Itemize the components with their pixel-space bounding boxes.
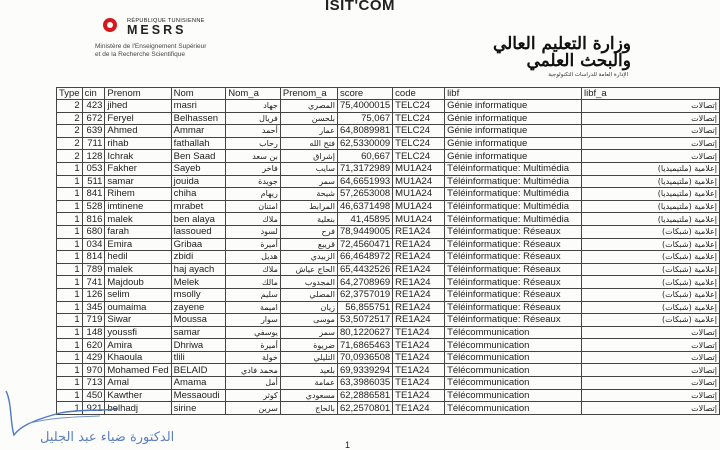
cell-libf-a: إتصالات [581, 100, 719, 113]
cell-nom-a: جويدة [226, 175, 281, 188]
cell-libf-a: إتصالات [581, 125, 719, 138]
cell-libf-a: إعلامية (ملتيميديا) [581, 188, 719, 201]
cell-libf-a: إتصالات [581, 402, 719, 415]
cell-score: 63,3986035 [337, 377, 392, 390]
cell-prenom-a: زيان [280, 301, 337, 314]
cell-cin: 148 [82, 326, 105, 339]
cell-score: 72,4560471 [337, 238, 392, 251]
cell-code: TELC24 [393, 112, 445, 125]
cell-prenom-a: الحاج عياش [280, 263, 337, 276]
table-row [57, 225, 720, 238]
cell-nom: lassoued [171, 225, 226, 238]
cell-libf-a: إعلامية (شبكات) [581, 238, 719, 251]
cell-nom: Ammar [171, 125, 226, 138]
cell-libf-a: إتصالات [581, 377, 719, 390]
cell-nom: Sayeb [171, 162, 226, 175]
cell-libf-a: إعلامية (ملتيميديا) [581, 200, 719, 213]
cell-libf-a: إتصالات [581, 150, 719, 163]
cell-prenom: Feryel [105, 112, 171, 125]
cell-libf-a: إتصالات [581, 364, 719, 377]
cell-nom-a: سليم [226, 288, 281, 301]
cell-libf-a: إتصالات [581, 389, 719, 402]
cell-libf: Télécommunication [445, 339, 582, 352]
tunisia-flag-icon [103, 18, 117, 32]
cell-prenom-a: فرح [280, 225, 337, 238]
table-row [57, 125, 720, 138]
cell-type: 1 [57, 188, 83, 201]
table-row [57, 175, 720, 188]
cell-score: 66,4648972 [337, 251, 392, 264]
cell-score: 75,067 [337, 112, 392, 125]
cell-score: 60,667 [337, 150, 392, 163]
cell-code: TELC24 [393, 137, 445, 150]
cell-score: 71,6865463 [337, 339, 392, 352]
cell-cin: 741 [82, 276, 105, 289]
cell-score: 65,4432526 [337, 263, 392, 276]
cell-nom: BELAID [171, 364, 226, 377]
cell-cin: 713 [82, 377, 105, 390]
table-row [57, 100, 720, 113]
cell-nom-a: أميرة [226, 339, 281, 352]
table-row [57, 238, 720, 251]
column-header: cin [82, 88, 105, 100]
cell-prenom: Majdoub [105, 276, 171, 289]
cell-nom-a: بن سعد [226, 150, 281, 163]
cell-libf: Téléinformatique: Multimédia [445, 213, 582, 226]
cell-prenom-a: قريبع [280, 238, 337, 251]
cell-score: 78,9449005 [337, 225, 392, 238]
cell-prenom-a: عمامة [280, 377, 337, 390]
cell-score: 64,8089981 [337, 125, 392, 138]
cell-prenom-a: مسعودي [280, 389, 337, 402]
cell-prenom: Amal [105, 377, 171, 390]
cell-prenom: farah [105, 225, 171, 238]
column-header: score [337, 88, 392, 100]
cell-prenom: youssfi [105, 326, 171, 339]
cell-prenom-a: بلعيد [280, 364, 337, 377]
cell-code: MU1A24 [393, 162, 445, 175]
cell-type: 1 [57, 339, 83, 352]
cell-score: 64,2708969 [337, 276, 392, 289]
cell-prenom-a: التليلي [280, 351, 337, 364]
cell-score: 56,855751 [337, 301, 392, 314]
cell-type: 1 [57, 213, 83, 226]
cell-libf: Téléinformatique: Réseaux [445, 288, 582, 301]
cell-prenom-a: المرابط [280, 200, 337, 213]
cell-code: RE1A24 [393, 288, 445, 301]
cell-nom: haj ayach [171, 263, 226, 276]
column-header: libf_a [581, 88, 719, 100]
cell-score: 53,5072517 [337, 314, 392, 327]
cell-libf-a: إتصالات [581, 326, 719, 339]
cell-score: 75,4000015 [337, 100, 392, 113]
cell-libf-a: إعلامية (ملتيميديا) [581, 213, 719, 226]
document-title: ISIT'COM [324, 0, 396, 14]
cell-prenom-a: الزبيدي [280, 251, 337, 264]
cell-nom-a: جهاد [226, 100, 281, 113]
cell-libf-a: إعلامية (شبكات) [581, 288, 719, 301]
cell-code: TELC24 [393, 150, 445, 163]
cell-type: 1 [57, 301, 83, 314]
cell-nom: Ben Saad [171, 150, 226, 163]
arabic-ministry-line-1: وزارة التعليم العالي [492, 34, 631, 54]
cell-nom-a: رحاب [226, 137, 281, 150]
cell-code: RE1A24 [393, 276, 445, 289]
cell-code: TE1A24 [393, 377, 445, 390]
cell-cin: 970 [82, 364, 105, 377]
cell-prenom: Kawther [105, 389, 171, 402]
cell-code: TE1A24 [393, 389, 445, 402]
republic-label: RÉPUBLIQUE TUNISIENNE [127, 18, 205, 24]
cell-type: 1 [57, 377, 83, 390]
cell-cin: 423 [82, 100, 105, 113]
cell-type: 2 [57, 150, 83, 163]
cell-code: MU1A24 [393, 213, 445, 226]
cell-prenom: Amira [105, 339, 171, 352]
cell-score: 46,6371498 [337, 200, 392, 213]
cell-nom-a: ريهام [226, 188, 281, 201]
cell-prenom-a: المجدوب [280, 276, 337, 289]
cell-cin: 789 [82, 263, 105, 276]
cell-prenom-a: بالحاج [280, 402, 337, 415]
cell-type: 1 [57, 251, 83, 264]
cell-nom-a: يوسفي [226, 326, 281, 339]
cell-type: 2 [57, 112, 83, 125]
cell-cin: 126 [82, 288, 105, 301]
column-header: Nom [171, 88, 226, 100]
cell-prenom-a: سمر [280, 175, 337, 188]
cell-nom-a: فريال [226, 112, 281, 125]
cell-score: 62,5330009 [337, 137, 392, 150]
cell-libf-a: إعلامية (شبكات) [581, 263, 719, 276]
cell-libf: Téléinformatique: Multimédia [445, 175, 582, 188]
cell-nom: Dhriwa [171, 339, 226, 352]
cell-libf: Télécommunication [445, 377, 582, 390]
ministry-name-line-1: Ministère de l'Enseignement Supérieur [95, 43, 207, 50]
table-row [57, 188, 720, 201]
cell-code: TELC24 [393, 125, 445, 138]
cell-cin: 053 [82, 162, 105, 175]
cell-cin: 719 [82, 314, 105, 327]
cell-score: 71,3172989 [337, 162, 392, 175]
cell-nom: Moussa [171, 314, 226, 327]
cell-nom: Gribaa [171, 238, 226, 251]
cell-prenom-a: بنعلية [280, 213, 337, 226]
cell-libf: Génie informatique [445, 137, 582, 150]
cell-nom-a: امتنان [226, 200, 281, 213]
cell-score: 69,9339294 [337, 364, 392, 377]
cell-libf-a: إعلامية (شبكات) [581, 225, 719, 238]
cell-prenom: Mohamed Fed [105, 364, 171, 377]
cell-type: 1 [57, 263, 83, 276]
cell-prenom-a: عمار [280, 125, 337, 138]
cell-code: TELC24 [393, 100, 445, 113]
cell-cin: 511 [82, 175, 105, 188]
cell-cin: 921 [82, 402, 105, 415]
table-row [57, 339, 720, 352]
cell-type: 1 [57, 162, 83, 175]
cell-nom-a: مالك [226, 276, 281, 289]
cell-score: 41,45895 [337, 213, 392, 226]
cell-nom-a: خولة [226, 351, 281, 364]
cell-libf: Génie informatique [445, 112, 582, 125]
cell-nom-a: ملاك [226, 213, 281, 226]
table-row [57, 150, 720, 163]
arabic-department-line: الإدارة العامة للدراسات التكنولوجية [548, 72, 628, 78]
table-row [57, 301, 720, 314]
cell-libf: Téléinformatique: Multimédia [445, 200, 582, 213]
cell-libf-a: إعلامية (شبكات) [581, 314, 719, 327]
cell-code: RE1A24 [393, 263, 445, 276]
cell-nom: sirine [171, 402, 226, 415]
table-row [57, 276, 720, 289]
cell-prenom-a: إشراق [280, 150, 337, 163]
cell-nom-a: محمد فادي [226, 364, 281, 377]
cell-prenom: malek [105, 263, 171, 276]
cell-prenom: Ahmed [105, 125, 171, 138]
cell-type: 1 [57, 175, 83, 188]
cell-type: 2 [57, 100, 83, 113]
cell-nom: tlili [171, 351, 226, 364]
arabic-ministry-header [493, 36, 631, 70]
cell-nom: chiha [171, 188, 226, 201]
cell-prenom: rihab [105, 137, 171, 150]
cell-libf: Téléinformatique: Multimédia [445, 162, 582, 175]
cell-score: 57,2653008 [337, 188, 392, 201]
cell-libf: Téléinformatique: Réseaux [445, 238, 582, 251]
cell-nom: Messaoudi [171, 389, 226, 402]
cell-code: TE1A24 [393, 326, 445, 339]
table-row [57, 326, 720, 339]
cell-libf-a: إعلامية (ملتيميديا) [581, 175, 719, 188]
cell-libf: Génie informatique [445, 125, 582, 138]
cell-libf: Téléinformatique: Réseaux [445, 276, 582, 289]
cell-prenom-a: ضريوة [280, 339, 337, 352]
cell-nom: msolly [171, 288, 226, 301]
cell-code: RE1A24 [393, 238, 445, 251]
page-number: 1 [345, 440, 351, 450]
cell-cin: 816 [82, 213, 105, 226]
cell-nom: samar [171, 326, 226, 339]
cell-score: 62,2886581 [337, 389, 392, 402]
cell-type: 1 [57, 288, 83, 301]
cell-type: 1 [57, 364, 83, 377]
cell-code: RE1A24 [393, 251, 445, 264]
cell-nom: zbidi [171, 251, 226, 264]
cell-type: 1 [57, 225, 83, 238]
cell-nom: ben alaya [171, 213, 226, 226]
cell-score: 80,1220627 [337, 326, 392, 339]
cell-nom-a: كوثر [226, 389, 281, 402]
cell-nom-a: هديل [226, 251, 281, 264]
cell-nom-a: لسود [226, 225, 281, 238]
cell-prenom-a: بلحسن [280, 112, 337, 125]
cell-nom-a: أحمد [226, 125, 281, 138]
cell-prenom: belhadj [105, 402, 171, 415]
cell-libf: Téléinformatique: Réseaux [445, 251, 582, 264]
cell-nom: fathallah [171, 137, 226, 150]
column-header: Type [57, 88, 83, 100]
cell-cin: 672 [82, 112, 105, 125]
table-row [57, 263, 720, 276]
cell-prenom-a: سايب [280, 162, 337, 175]
cell-nom-a: ملاك [226, 263, 281, 276]
cell-code: RE1A24 [393, 314, 445, 327]
cell-libf-a: إتصالات [581, 351, 719, 364]
cell-libf: Télécommunication [445, 351, 582, 364]
cell-prenom: selim [105, 288, 171, 301]
cell-libf: Télécommunication [445, 364, 582, 377]
cell-cin: 429 [82, 351, 105, 364]
table-row [57, 288, 720, 301]
cell-nom: jouida [171, 175, 226, 188]
cell-cin: 034 [82, 238, 105, 251]
cell-cin: 814 [82, 251, 105, 264]
cell-type: 1 [57, 351, 83, 364]
cell-cin: 128 [82, 150, 105, 163]
cell-type: 2 [57, 137, 83, 150]
cell-prenom: samar [105, 175, 171, 188]
cell-nom-a: فاخر [226, 162, 281, 175]
signature-text: الدكتورة ضياء عبد الجليل [40, 430, 175, 445]
table-row [57, 162, 720, 175]
cell-libf: Téléinformatique: Réseaux [445, 301, 582, 314]
cell-code: MU1A24 [393, 200, 445, 213]
cell-libf: Télécommunication [445, 389, 582, 402]
cell-code: TE1A24 [393, 364, 445, 377]
column-header: Prenom [105, 88, 171, 100]
table-row [57, 351, 720, 364]
cell-prenom-a: المصلي [280, 288, 337, 301]
cell-prenom: Fakher [105, 162, 171, 175]
cell-cin: 841 [82, 188, 105, 201]
table-row [57, 251, 720, 264]
cell-libf: Génie informatique [445, 100, 582, 113]
table-row [57, 364, 720, 377]
cell-prenom: jihed [105, 100, 171, 113]
arabic-ministry-line-2: والبحث العلمي [526, 51, 631, 71]
cell-code: MU1A24 [393, 175, 445, 188]
cell-type: 1 [57, 200, 83, 213]
cell-score: 70,0936508 [337, 351, 392, 364]
cell-prenom-a: المصري [280, 100, 337, 113]
cell-code: TE1A24 [393, 339, 445, 352]
cell-score: 64,6651993 [337, 175, 392, 188]
cell-nom: zayene [171, 301, 226, 314]
cell-prenom: Ichrak [105, 150, 171, 163]
cell-prenom: oumaima [105, 301, 171, 314]
column-header: code [393, 88, 445, 100]
cell-prenom-a: سمر [280, 326, 337, 339]
cell-nom: mrabet [171, 200, 226, 213]
cell-nom-a: سرين [226, 402, 281, 415]
cell-type: 1 [57, 389, 83, 402]
table-header-row [57, 88, 720, 100]
cell-libf-a: إعلامية (ملتيميديا) [581, 162, 719, 175]
cell-prenom: Emira [105, 238, 171, 251]
cell-prenom: imtinene [105, 200, 171, 213]
cell-cin: 639 [82, 125, 105, 138]
cell-libf: Téléinformatique: Réseaux [445, 225, 582, 238]
cell-prenom-a: موسى [280, 314, 337, 327]
cell-score: 62,3757019 [337, 288, 392, 301]
admissions-table [56, 87, 720, 415]
cell-type: 1 [57, 314, 83, 327]
cell-cin: 528 [82, 200, 105, 213]
cell-prenom: Siwar [105, 314, 171, 327]
cell-libf: Téléinformatique: Réseaux [445, 263, 582, 276]
cell-libf: Téléinformatique: Réseaux [445, 314, 582, 327]
cell-libf-a: إتصالات [581, 339, 719, 352]
cell-nom-a: سوار [226, 314, 281, 327]
cell-code: RE1A24 [393, 225, 445, 238]
cell-libf: Téléinformatique: Multimédia [445, 188, 582, 201]
cell-type: 2 [57, 125, 83, 138]
cell-nom-a: أمل [226, 377, 281, 390]
cell-cin: 680 [82, 225, 105, 238]
cell-type: 1 [57, 276, 83, 289]
cell-prenom: Khaoula [105, 351, 171, 364]
table-row [57, 213, 720, 226]
table-row [57, 314, 720, 327]
cell-libf-a: إتصالات [581, 112, 719, 125]
cell-score: 62,2570801 [337, 402, 392, 415]
cell-code: TE1A24 [393, 402, 445, 415]
cell-libf-a: إعلامية (شبكات) [581, 301, 719, 314]
cell-nom-a: أميرة [226, 238, 281, 251]
ministry-name-line-2: et de la Recherche Scientifique [95, 51, 185, 58]
cell-prenom-a: شيحة [280, 188, 337, 201]
cell-type: 1 [57, 402, 83, 415]
table-row [57, 137, 720, 150]
cell-type: 1 [57, 238, 83, 251]
cell-nom-a: اميمة [226, 301, 281, 314]
cell-nom: Belhassen [171, 112, 226, 125]
cell-cin: 711 [82, 137, 105, 150]
cell-nom: masri [171, 100, 226, 113]
cell-prenom-a: فتح الله [280, 137, 337, 150]
cell-prenom: malek [105, 213, 171, 226]
cell-code: MU1A24 [393, 188, 445, 201]
cell-nom: Amama [171, 377, 226, 390]
column-header: Nom_a [226, 88, 281, 100]
cell-libf-a: إتصالات [581, 137, 719, 150]
cell-nom: Melek [171, 276, 226, 289]
cell-prenom: hedil [105, 251, 171, 264]
cell-type: 1 [57, 326, 83, 339]
cell-cin: 620 [82, 339, 105, 352]
cell-code: RE1A24 [393, 301, 445, 314]
cell-cin: 450 [82, 389, 105, 402]
cell-libf: Télécommunication [445, 402, 582, 415]
cell-libf-a: إعلامية (شبكات) [581, 276, 719, 289]
column-header: libf [445, 88, 582, 100]
table-row [57, 200, 720, 213]
cell-libf: Génie informatique [445, 150, 582, 163]
table-row [57, 112, 720, 125]
cell-prenom: Rihem [105, 188, 171, 201]
cell-libf-a: إعلامية (شبكات) [581, 251, 719, 264]
cell-cin: 345 [82, 301, 105, 314]
cell-libf: Télécommunication [445, 326, 582, 339]
mesrs-logo: MESRS [127, 23, 187, 37]
table-body [57, 100, 720, 415]
cell-code: TE1A24 [393, 351, 445, 364]
column-header: Prenom_a [280, 88, 337, 100]
